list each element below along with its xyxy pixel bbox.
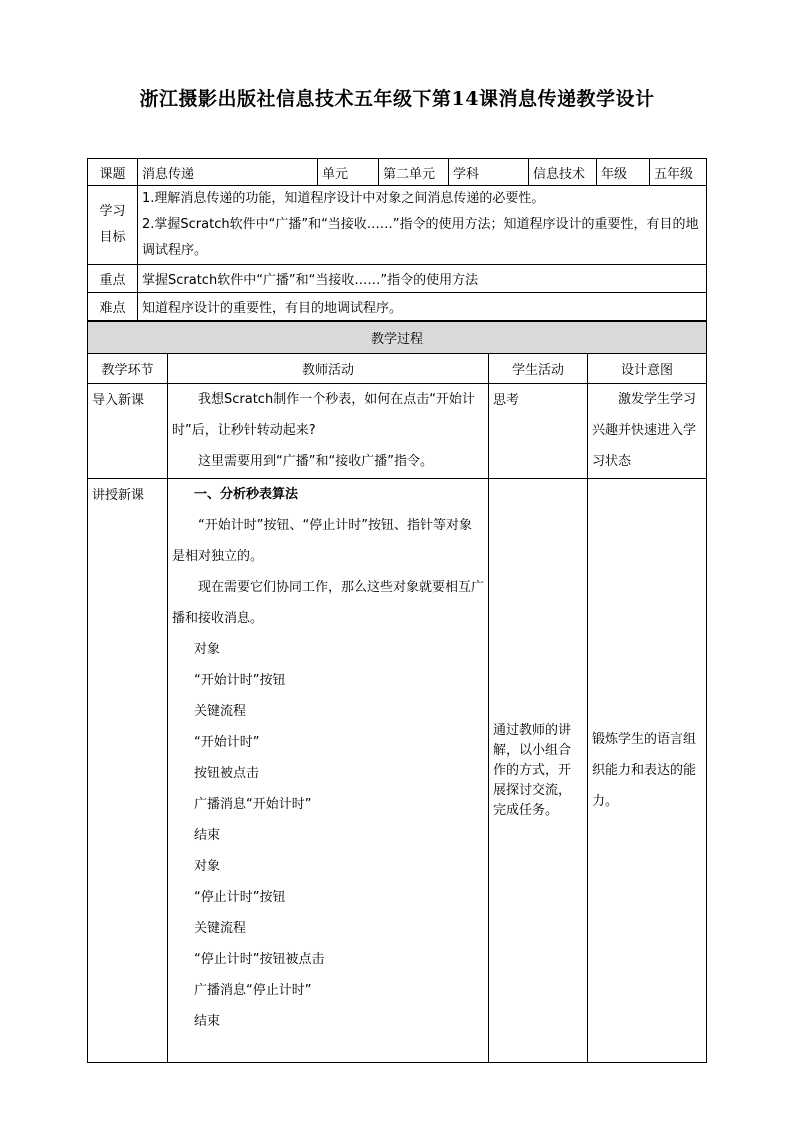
teaching-process-table: [87, 321, 707, 1063]
teacher-paragraph: 现在需要它们协同工作，那么这些对象就要相互广播和接收消息。: [172, 580, 485, 626]
stage-cell: 讲授新课: [88, 479, 168, 1063]
teacher-line: “停止计时”按钮: [194, 890, 286, 905]
teacher-line: 对象: [194, 859, 221, 874]
intent-text: 激发学生学习兴趣并快速进入学习状态: [592, 392, 697, 469]
unit-value: 第二单元: [379, 159, 449, 186]
teacher-line: 结束: [194, 828, 221, 843]
teacher-line: 对象: [194, 642, 221, 657]
intent-text: 锻炼学生的语言组织能力和表达的能力。: [592, 732, 697, 809]
goal-item: 1.理解消息传递的功能，知道程序设计中对象之间消息传递的必要性。: [142, 191, 545, 206]
table-row: [88, 479, 707, 1063]
column-header: 教师活动: [168, 354, 489, 384]
teacher-paragraph: “开始计时”按钮、“停止计时”按钮、指针等对象是相对独立的。: [172, 518, 472, 564]
column-header: 设计意图: [588, 354, 707, 384]
teacher-line: 广播消息“停止计时”: [194, 983, 312, 998]
document-title: 浙江摄影出版社信息技术五年级下第14课消息传递教学设计: [139, 88, 655, 110]
teacher-paragraph: 这里需要用到“广播”和“接收广播”指令。: [198, 454, 433, 469]
process-header: 教学过程: [88, 322, 707, 354]
teacher-activity-cell: [168, 479, 489, 1063]
teacher-activity-cell: [168, 384, 489, 479]
subject-label: 学科: [449, 159, 529, 186]
goals-label-line2: 目标: [99, 230, 126, 245]
teacher-line: 关键流程: [194, 921, 247, 936]
topic-value: 消息传递: [138, 159, 318, 186]
teacher-line: 广播消息“开始计时”: [194, 797, 312, 812]
teacher-line: 关键流程: [194, 704, 247, 719]
grade-value: 五年级: [650, 159, 707, 186]
teacher-line: “开始计时”按钮: [194, 673, 286, 688]
teacher-line: 结束: [194, 1014, 221, 1029]
key-point-label: 重点: [88, 265, 138, 293]
table-row: [88, 384, 707, 479]
stage-cell: 导入新课: [88, 384, 168, 479]
teacher-line: 按钮被点击: [194, 766, 260, 781]
column-header: 学生活动: [489, 354, 588, 384]
grade-label: 年级: [597, 159, 650, 186]
teacher-paragraph: 我想Scratch制作一个秒表，如何在点击“开始计时”后，让秒针转动起来?: [172, 392, 475, 438]
goals-content: [138, 186, 707, 265]
goals-label: [88, 186, 138, 265]
subject-value: 信息技术: [529, 159, 597, 186]
design-intent-cell: [588, 384, 707, 479]
column-header: 教学环节: [88, 354, 168, 384]
course-info-table: [87, 158, 707, 321]
difficulty-text: 知道程序设计的重要性，有目的地调试程序。: [138, 293, 707, 321]
design-intent-cell: [588, 479, 707, 1063]
teacher-line: “停止计时”按钮被点击: [194, 952, 325, 967]
teacher-heading: 一、分析秒表算法: [194, 487, 299, 502]
key-point-text: 掌握Scratch软件中“广播”和“当接收……”指令的使用方法: [138, 265, 707, 293]
goal-item: 2.掌握Scratch软件中“广播”和“当接收……”指令的使用方法；知道程序设计的重要性，有目的地调试程序。: [142, 217, 699, 258]
student-activity-cell: 思考: [489, 384, 588, 479]
student-activity-cell: 通过教师的讲解，以小组合作的方式，开展探讨交流，完成任务。: [489, 479, 588, 1063]
topic-label: 课题: [88, 159, 138, 186]
unit-label: 单元: [318, 159, 379, 186]
teacher-line: “开始计时”: [194, 735, 260, 750]
goals-label-line1: 学习: [99, 204, 126, 219]
difficulty-label: 难点: [88, 293, 138, 321]
